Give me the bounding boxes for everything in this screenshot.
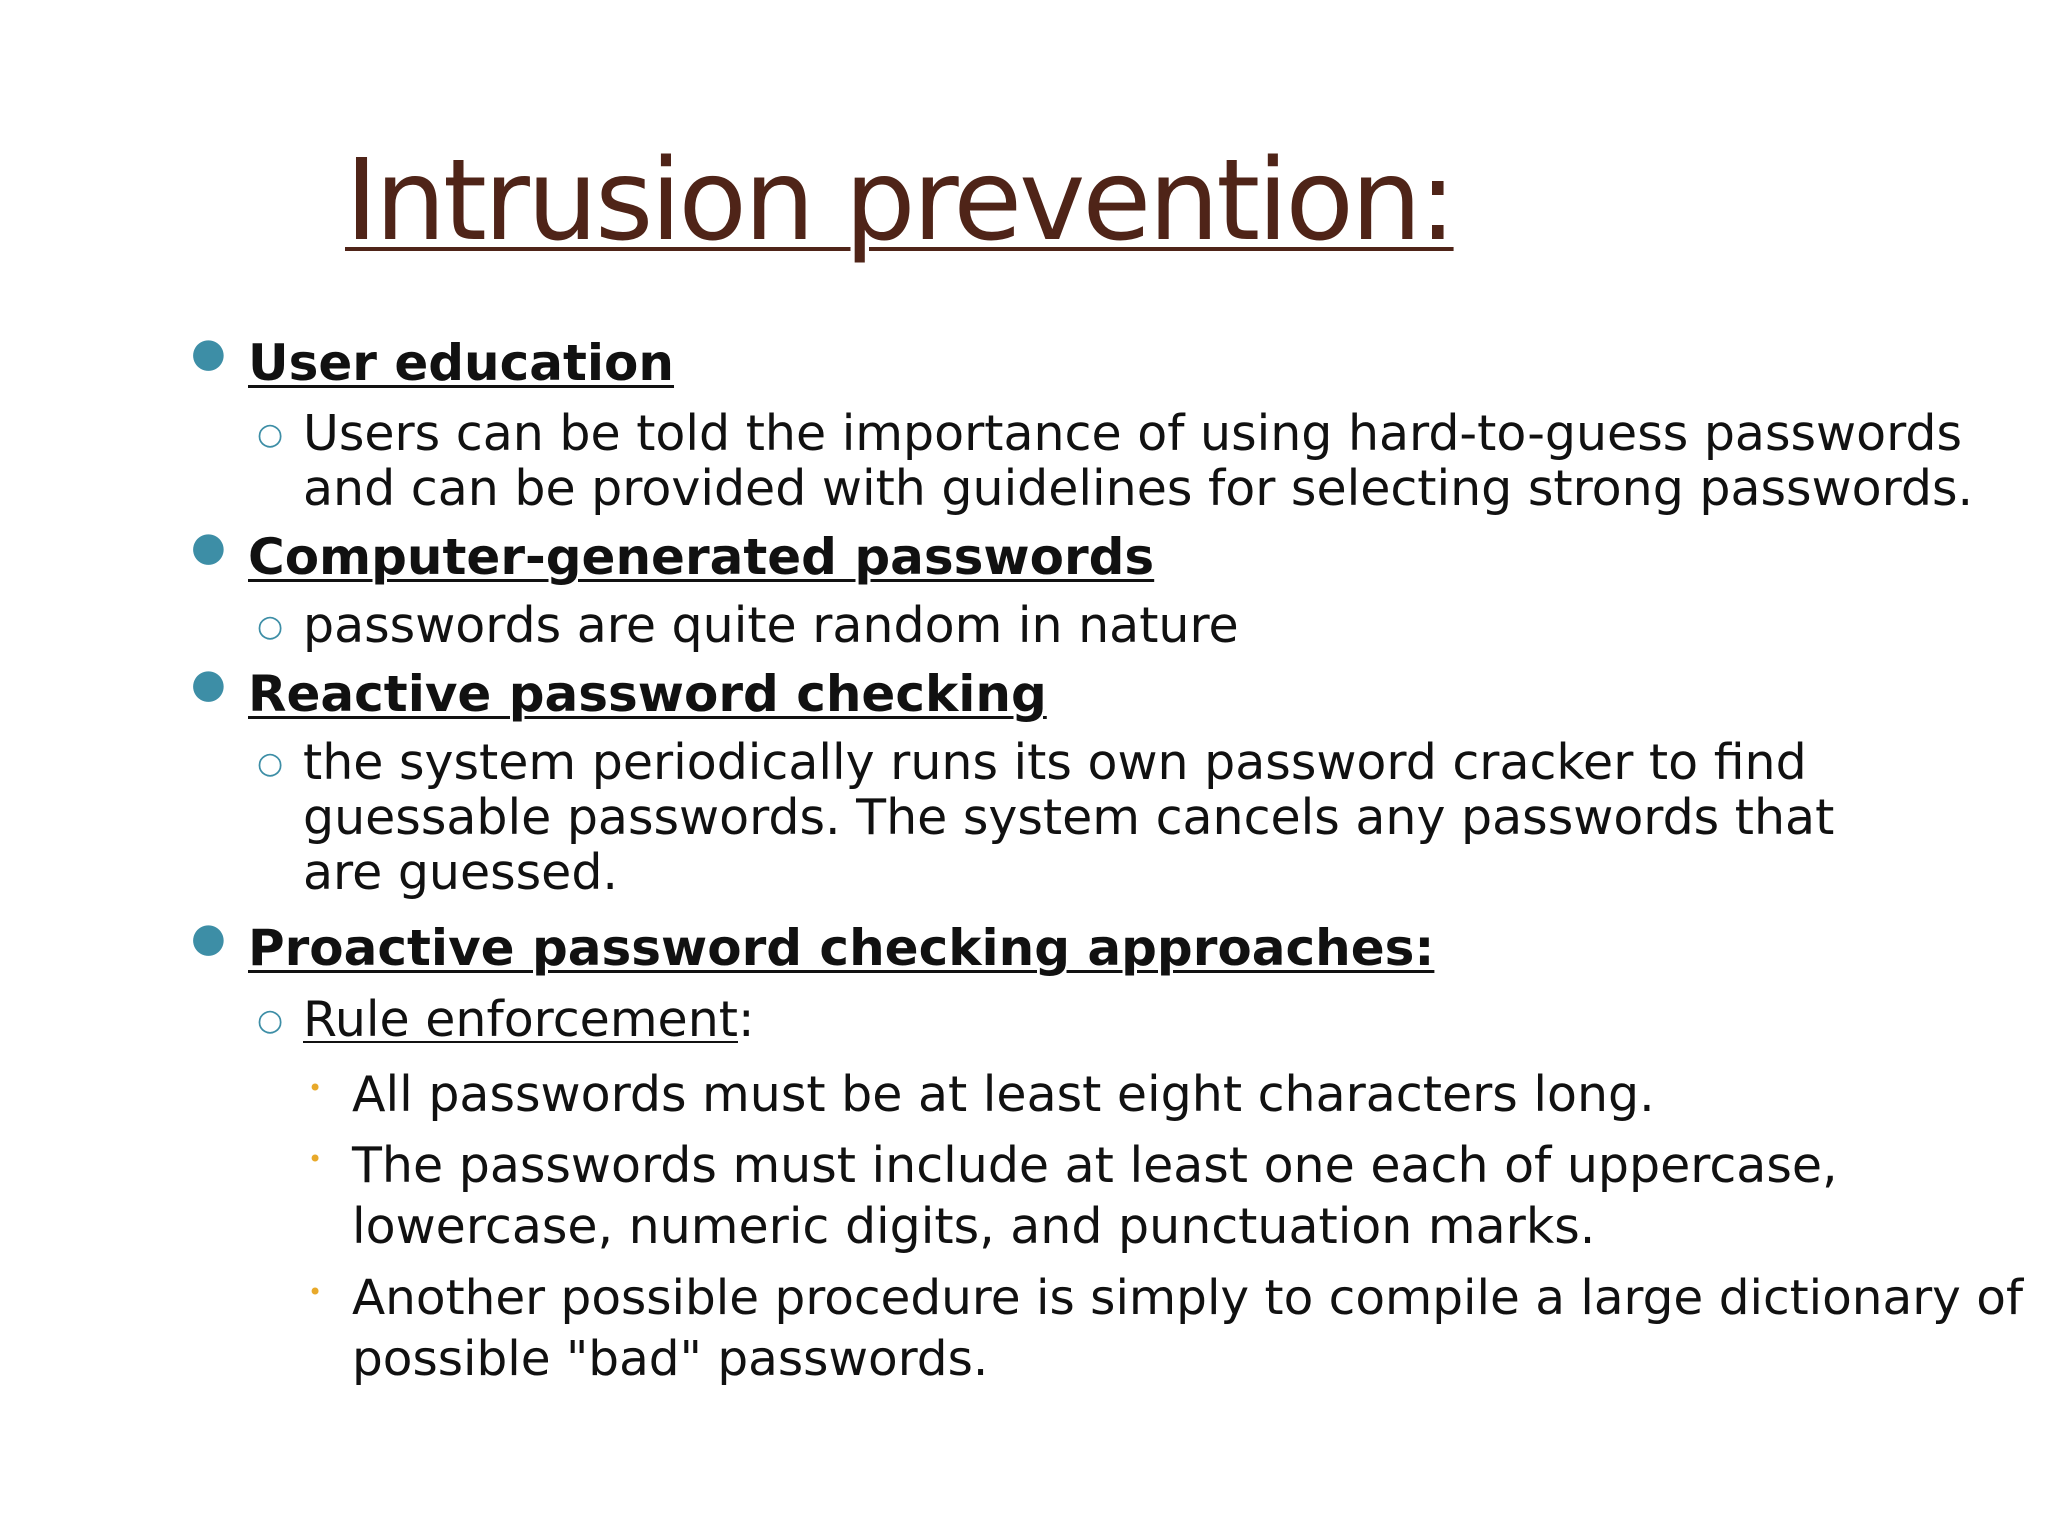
point-reactive-password-checking: the system periodically runs its own password cracker to find guessable passwords. The system cancels any passwords that are guessed. bbox=[303, 734, 1835, 901]
bullet-ring-icon: ○ bbox=[257, 417, 284, 452]
rule-enforcement-colon: : bbox=[737, 991, 755, 1048]
rule-enforcement-label bbox=[303, 992, 1983, 1047]
heading-proactive-password-checking: Proactive password checking approaches: bbox=[248, 919, 1435, 977]
bullet-small-dot-icon: • bbox=[308, 1278, 323, 1306]
point-computer-generated-passwords: passwords are quite random in nature bbox=[303, 597, 1239, 654]
bullet-small-dot-icon: • bbox=[308, 1074, 323, 1102]
heading-user-education: User education bbox=[248, 334, 675, 392]
slide-title: Intrusion prevention: bbox=[345, 136, 1454, 266]
heading-reactive-password-checking: Reactive password checking bbox=[248, 665, 1047, 723]
bullet-dot-icon: ● bbox=[191, 915, 226, 961]
bullet-ring-icon: ○ bbox=[257, 746, 284, 781]
bullet-ring-icon: ○ bbox=[257, 609, 284, 644]
rule-text: The passwords must include at least one each of uppercase, lowercase, numeric digits, and punctuation marks. bbox=[352, 1137, 1838, 1255]
bullet-small-dot-icon: • bbox=[308, 1145, 323, 1173]
bullet-dot-icon: ● bbox=[191, 330, 226, 376]
rule-text: Another possible procedure is simply to compile a large dictionary of possible "bad" passwords. bbox=[352, 1270, 2024, 1387]
bullet-ring-icon: ○ bbox=[257, 1003, 284, 1038]
rule-text: All passwords must be at least eight characters long. bbox=[352, 1066, 1655, 1123]
bullet-dot-icon: ● bbox=[191, 661, 226, 707]
heading-computer-generated-passwords: Computer-generated passwords bbox=[248, 528, 1155, 586]
bullet-dot-icon: ● bbox=[191, 524, 226, 570]
rule-enforcement-text: Rule enforcement bbox=[303, 991, 738, 1048]
point-user-education: Users can be told the importance of using hard-to-guess passwords and can be provided with guidelines for selecting strong passwords. bbox=[303, 405, 1974, 517]
